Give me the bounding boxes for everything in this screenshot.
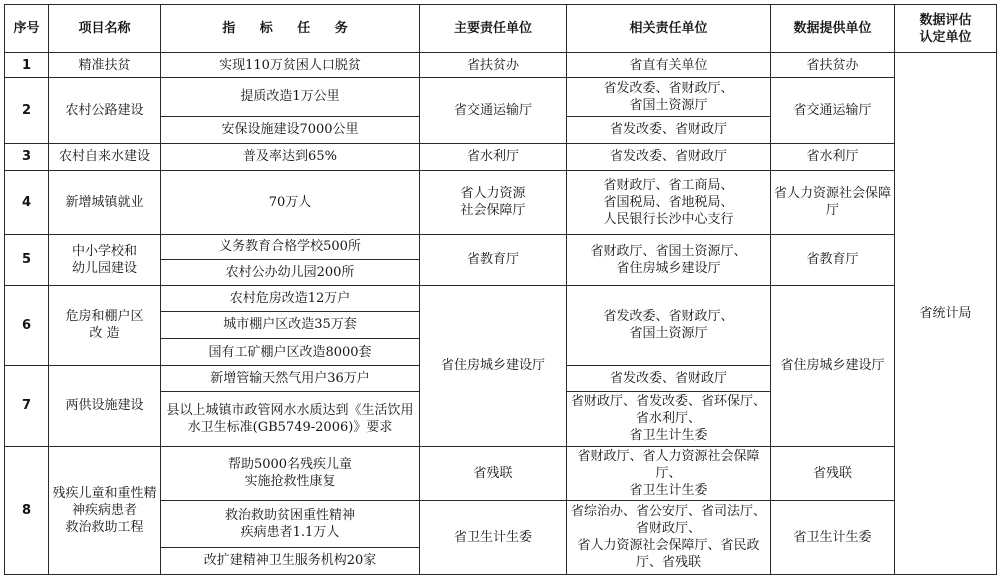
row-task: 国有工矿棚户区改造8000套 [161, 339, 420, 366]
row-task: 城市棚户区改造35万套 [161, 311, 420, 338]
row-task: 普及率达到65% [161, 143, 420, 170]
row-seq: 8 [5, 446, 49, 574]
row-task: 安保设施建设7000公里 [161, 116, 420, 143]
header-eval-unit: 数据评估 认定单位 [895, 5, 997, 53]
row-data-unit: 省人力资源社会保障厅 [771, 170, 895, 234]
row-task: 县以上城镇市政管网水水质达到《生活饮用 水卫生标准(GB5749-2006)》要求 [161, 392, 420, 446]
row-seq: 1 [5, 53, 49, 78]
row-project: 危房和棚户区 改 造 [49, 285, 161, 365]
row-related-unit: 省发改委、省财政厅 [567, 143, 771, 170]
table-row [5, 53, 997, 78]
row-data-unit: 省交通运输厅 [771, 78, 895, 144]
row-project: 新增城镇就业 [49, 170, 161, 234]
header-row [5, 5, 997, 53]
table-row [5, 170, 997, 234]
table-row [5, 143, 997, 170]
table-row [5, 234, 997, 259]
row-task: 实现110万贫困人口脱贫 [161, 53, 420, 78]
row-task: 农村危房改造12万户 [161, 285, 420, 311]
row-project: 农村自来水建设 [49, 143, 161, 170]
row-main-unit: 省人力资源 社会保障厅 [420, 170, 567, 234]
table-row [5, 446, 997, 500]
header-related-unit: 相关责任单位 [567, 5, 771, 53]
row-task: 提质改造1万公里 [161, 78, 420, 117]
row-main-unit: 省卫生计生委 [420, 500, 567, 574]
row-related-unit: 省综治办、省公安厅、省司法厅、省财政厅、 省人力资源社会保障厅、省民政厅、省残联 [567, 500, 771, 574]
row-task: 改扩建精神卫生服务机构20家 [161, 547, 420, 574]
row-seq: 4 [5, 170, 49, 234]
row-task: 帮助5000名残疾儿童 实施抢救性康复 [161, 446, 420, 500]
row-seq: 3 [5, 143, 49, 170]
row-task: 农村公办幼儿园200所 [161, 259, 420, 285]
row-project: 中小学校和 幼儿园建设 [49, 234, 161, 285]
row-seq: 2 [5, 78, 49, 144]
row-data-unit: 省水利厅 [771, 143, 895, 170]
header-task: 指 标 任 务 [161, 5, 420, 53]
row-main-unit: 省水利厅 [420, 143, 567, 170]
row-task: 义务教育合格学校500所 [161, 234, 420, 259]
row-seq: 6 [5, 285, 49, 365]
row-data-unit: 省教育厅 [771, 234, 895, 285]
row-project: 两供设施建设 [49, 366, 161, 446]
header-main-unit: 主要责任单位 [420, 5, 567, 53]
row-task: 救治救助贫困重性精神 疾病患者1.1万人 [161, 500, 420, 547]
header-project: 项目名称 [49, 5, 161, 53]
row-related-unit: 省发改委、省财政厅、 省国土资源厅 [567, 78, 771, 117]
row-related-unit: 省发改委、省财政厅 [567, 366, 771, 392]
row-seq: 5 [5, 234, 49, 285]
row-related-unit: 省直有关单位 [567, 53, 771, 78]
row-data-unit: 省住房城乡建设厅 [771, 285, 895, 446]
row-related-unit: 省发改委、省财政厅、 省国土资源厅 [567, 285, 771, 365]
row-project: 残疾儿童和重性精 神疾病患者 救治救助工程 [49, 446, 161, 574]
row-related-unit: 省发改委、省财政厅 [567, 116, 771, 143]
row-main-unit: 省扶贫办 [420, 53, 567, 78]
row-related-unit: 省财政厅、省人力资源社会保障厅、 省卫生计生委 [567, 446, 771, 500]
responsibility-table [4, 4, 997, 575]
row-related-unit: 省财政厅、省国土资源厅、 省住房城乡建设厅 [567, 234, 771, 285]
row-seq: 7 [5, 366, 49, 446]
row-data-unit: 省残联 [771, 446, 895, 500]
row-main-unit: 省交通运输厅 [420, 78, 567, 144]
eval-unit-cell: 省统计局 [895, 53, 997, 575]
row-project: 精准扶贫 [49, 53, 161, 78]
row-task: 新增管输天然气用户36万户 [161, 366, 420, 392]
row-project: 农村公路建设 [49, 78, 161, 144]
row-data-unit: 省卫生计生委 [771, 500, 895, 574]
row-main-unit: 省住房城乡建设厅 [420, 285, 567, 446]
row-main-unit: 省教育厅 [420, 234, 567, 285]
row-related-unit: 省财政厅、省发改委、省环保厅、省水利厅、 省卫生计生委 [567, 392, 771, 446]
header-seq: 序号 [5, 5, 49, 53]
table-row [5, 78, 997, 117]
table-row [5, 285, 997, 311]
row-related-unit: 省财政厅、省工商局、 省国税局、省地税局、 人民银行长沙中心支行 [567, 170, 771, 234]
row-data-unit: 省扶贫办 [771, 53, 895, 78]
header-data-unit: 数据提供单位 [771, 5, 895, 53]
row-main-unit: 省残联 [420, 446, 567, 500]
row-task: 70万人 [161, 170, 420, 234]
